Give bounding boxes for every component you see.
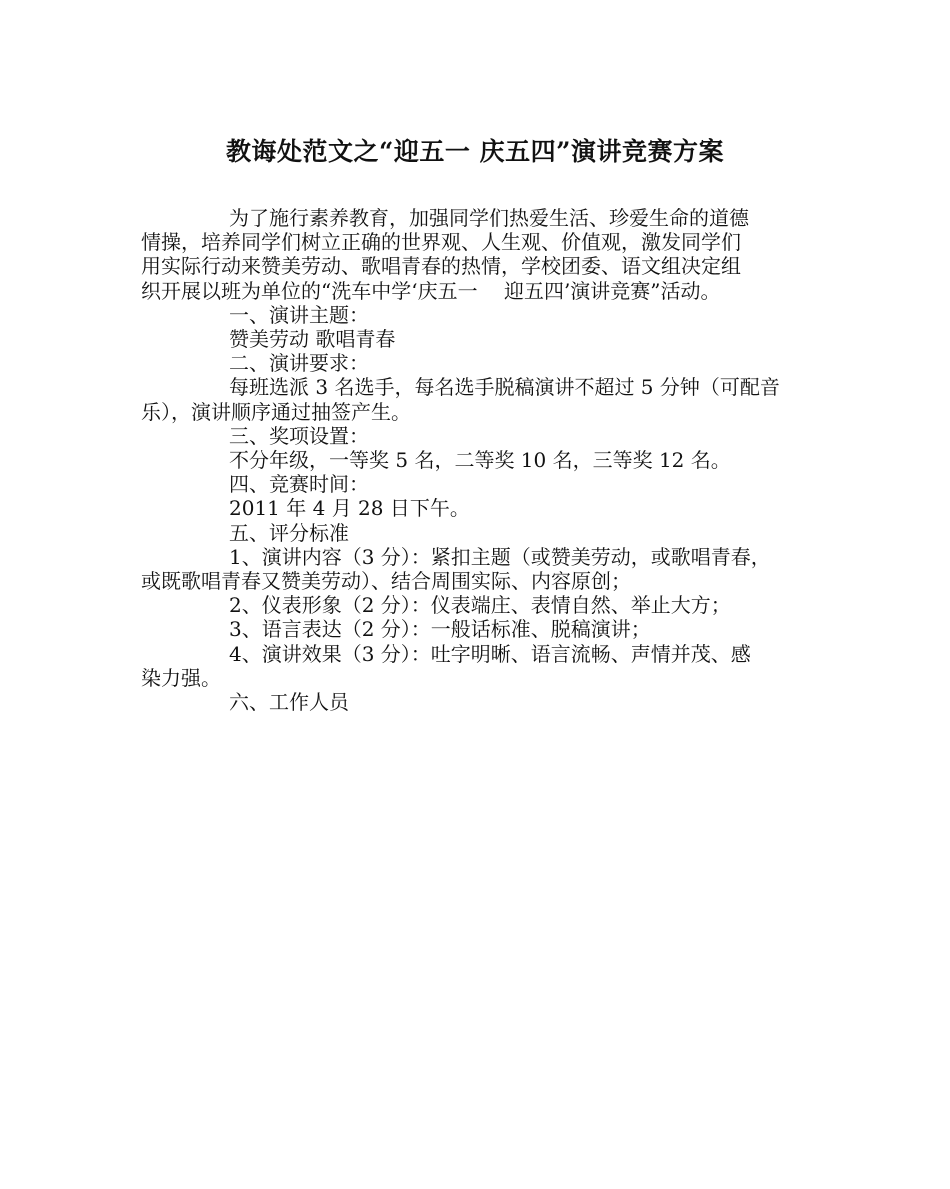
section-heading-requirements: 二、演讲要求：: [229, 351, 369, 376]
intro-line: 为了施行素养教育，加强同学们热爱生活、珍爱生命的道德: [229, 206, 749, 230]
section-heading-theme: 一、演讲主题：: [229, 302, 369, 327]
criterion-line: 染力强。: [141, 665, 221, 690]
scoring-criterion-content: [141, 545, 825, 593]
requirements-line: 每班选派 3 名选手，每名选手脱稿演讲不超过 5 分钟（可配音: [229, 375, 780, 400]
section-heading-scoring: 五、评分标准: [229, 520, 349, 545]
section-content-theme: 赞美劳动 歌唱青春: [229, 327, 396, 352]
section-heading-awards: 三、奖项设置：: [229, 423, 369, 448]
intro-line: 织开展以班为单位的“洗车中学‘庆五一 迎五四’演讲竞赛”活动。: [141, 278, 721, 303]
document-title: 教诲处范文之“迎五一 庆五四”演讲竞赛方案: [226, 137, 724, 166]
document-body: [141, 206, 825, 714]
criterion-line: 或既歌唱青春又赞美劳动）、结合周围实际、内容原创；: [141, 569, 631, 594]
requirements-line: 乐），演讲顺序通过抽签产生。: [141, 399, 411, 424]
intro-paragraph: [141, 206, 825, 303]
section-heading-time: 四、竞赛时间：: [229, 472, 369, 497]
section-content-time: 2011 年 4 月 28 日下午。: [229, 496, 470, 521]
criterion-line: 4、演讲效果（3 分）：吐字明晰、语言流畅、声情并茂、感: [229, 641, 751, 666]
criterion-line: 1、演讲内容（3 分）：紧扣主题（或赞美劳动，或歌唱青春，: [229, 544, 771, 569]
scoring-criterion-language: 3、语言表达（2 分）：一般话标准、脱稿演讲；: [229, 617, 651, 642]
scoring-criterion-appearance: 2、仪表形象（2 分）：仪表端庄、表情自然、举止大方；: [229, 593, 731, 618]
intro-line: 用实际行动来赞美劳动、歌唱青春的热情，学校团委、语文组决定组: [141, 254, 741, 279]
section-content-requirements: [141, 375, 825, 423]
intro-line: 情操，培养同学们树立正确的世界观、人生观、价值观，激发同学们: [141, 230, 741, 255]
section-heading-staff: 六、工作人员: [229, 690, 349, 715]
section-content-awards: 不分年级，一等奖 5 名，二等奖 10 名，三等奖 12 名。: [229, 448, 731, 473]
scoring-criterion-effect: [141, 642, 825, 690]
